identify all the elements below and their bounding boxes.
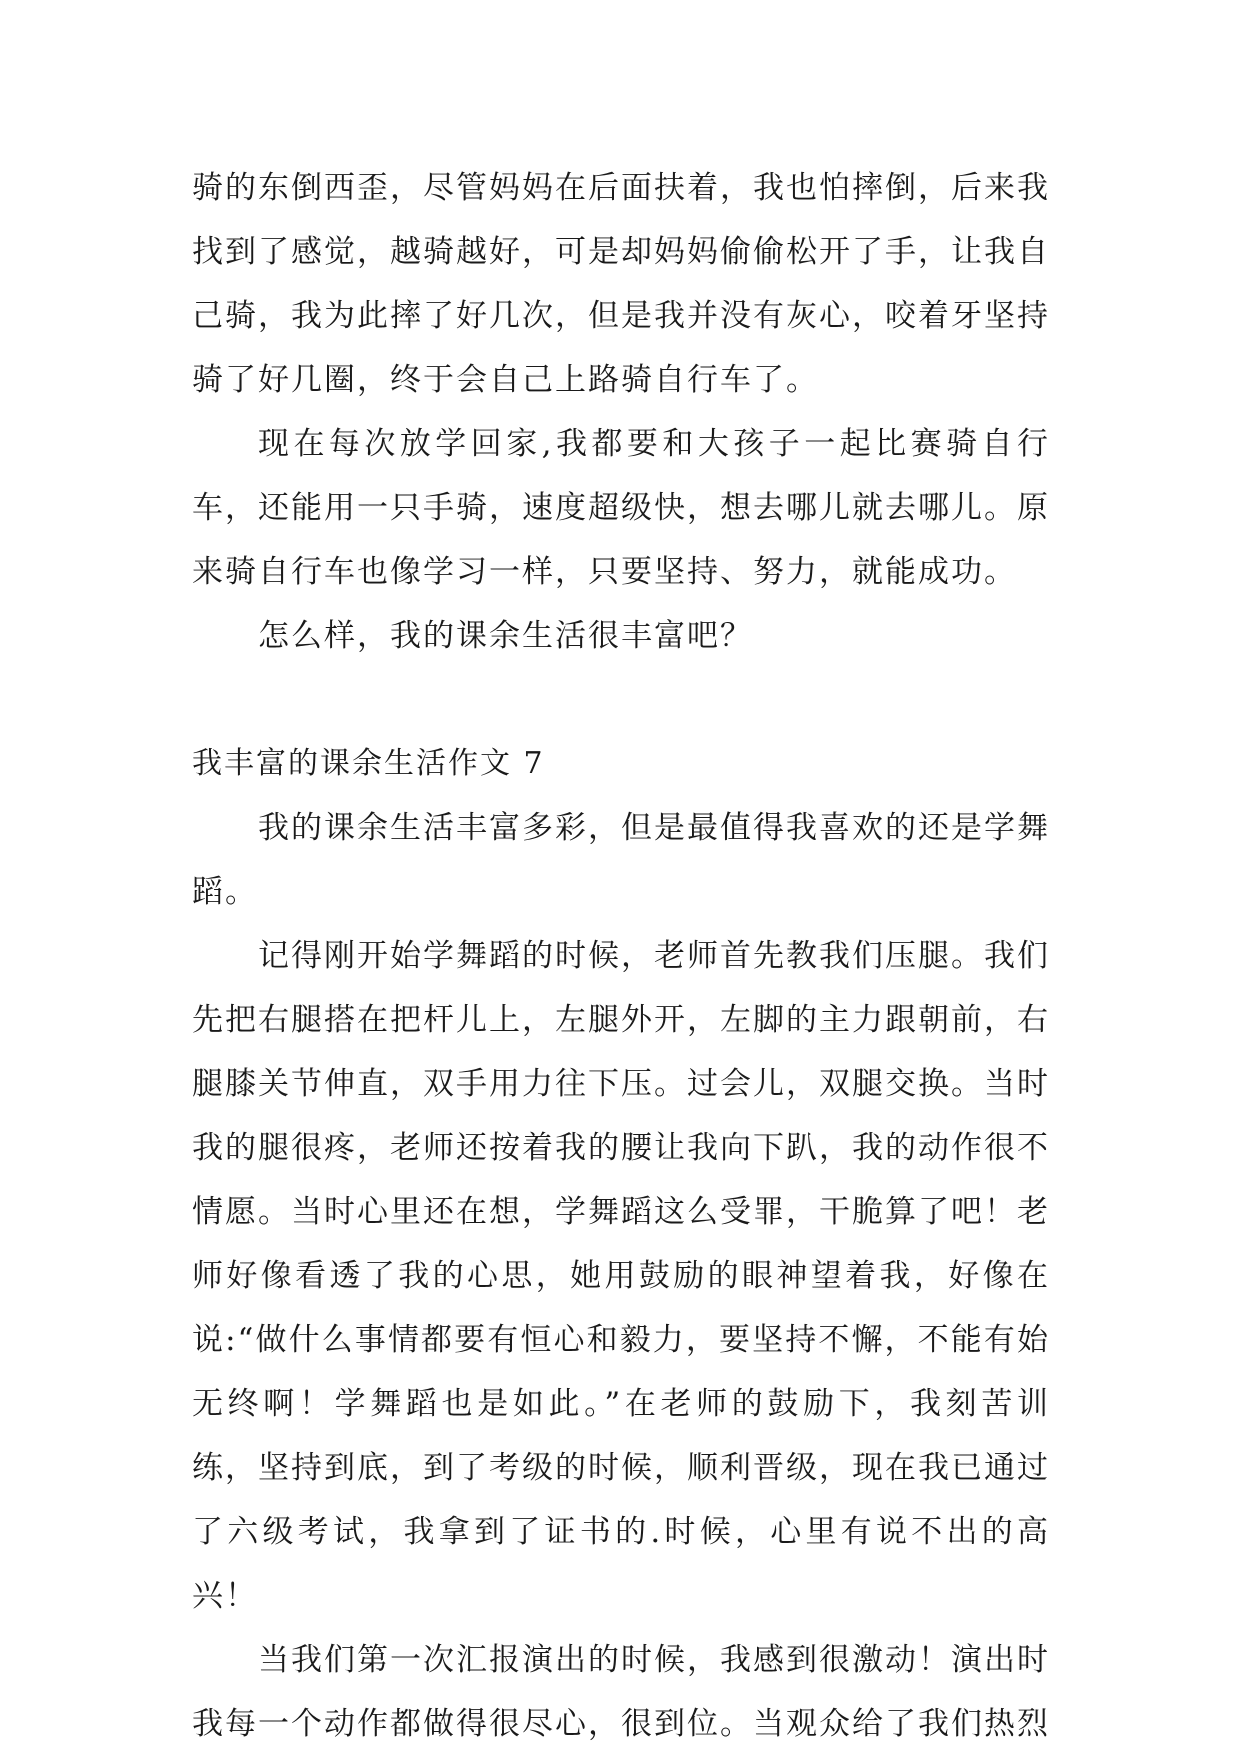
paragraph-6: 当我们第一次汇报演出的时候，我感到很激动！演出时我每一个动作都做得很尽心，很到位。当观众给了我们热烈 bbox=[192, 1642, 1050, 1742]
paragraph-2: 现在每次放学回家,我都要和大孩子一起比赛骑自行车，还能用一只手骑，速度超级快，想去哪儿就去哪儿。原来骑自行车也像学习一样，只要坚持、努力，就能成功。 bbox=[192, 426, 1050, 590]
section-gap bbox=[192, 668, 1050, 732]
paragraph-1: 骑的东倒西歪，尽管妈妈在后面扶着，我也怕摔倒，后来我找到了感觉，越骑越好，可是却妈妈偷偷松开了手，让我自己骑，我为此摔了好几次，但是我并没有灰心，咬着牙坚持骑了好几圈，终于会自己上路骑自行车了。 bbox=[192, 170, 1050, 398]
paragraph-3: 怎么样，我的课余生活很丰富吧？ bbox=[258, 618, 753, 654]
paragraph-4: 我的课余生活丰富多彩，但是最值得我喜欢的还是学舞蹈。 bbox=[192, 810, 1050, 910]
section-heading: 我丰富的课余生活作文 7 bbox=[192, 746, 545, 781]
document-body bbox=[192, 156, 1050, 1756]
paragraph-5: 记得刚开始学舞蹈的时候，老师首先教我们压腿。我们先把右腿搭在把杆儿上，左腿外开，左脚的主力跟朝前，右腿膝关节伸直，双手用力往下压。过会儿，双腿交换。当时我的腿很疼，老师还按着我的腰让我向下趴，我的动作很不情愿。当时心里还在想，学舞蹈这么受罪，干脆算了吧！老师好像看透了我的心思，她用鼓励的眼神望着我，好像在说:“做什么事情都要有恒心和毅力，要坚持不懈，不能有始无终啊！学舞蹈也是如此。”在老师的鼓励下，我刻苦训练，坚持到底，到了考级的时候，顺利晋级，现在我已通过了六级考试，我拿到了证书的.时候，心里有说不出的高兴！ bbox=[192, 938, 1050, 1614]
